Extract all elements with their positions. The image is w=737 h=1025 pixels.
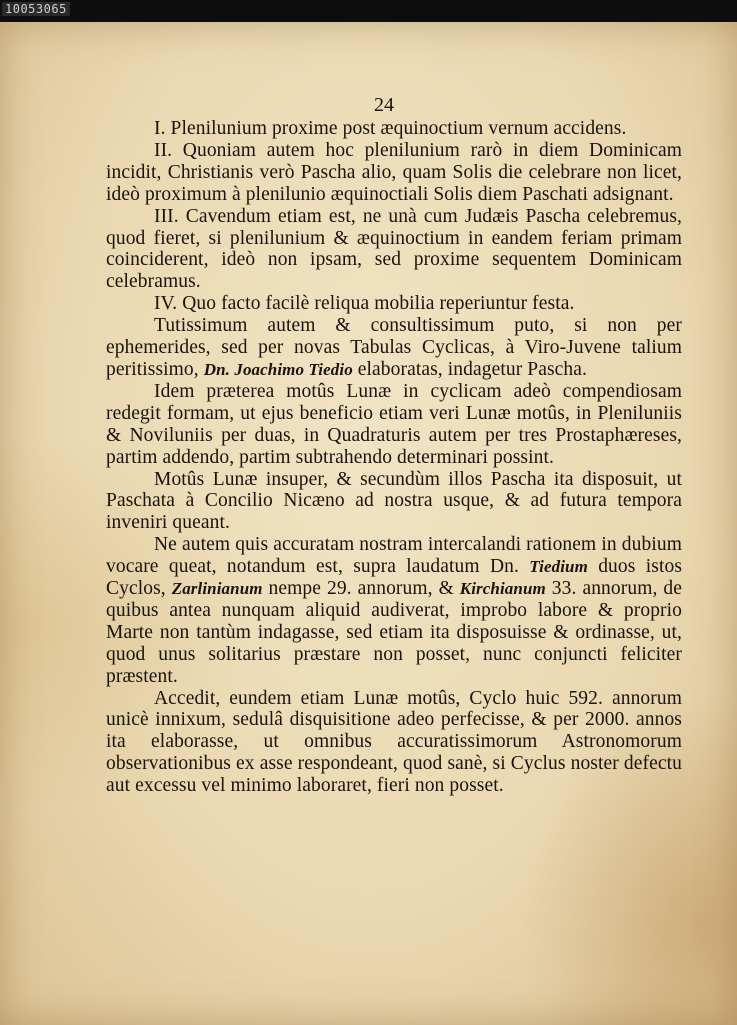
text-run: Tutissimum autem & consultissimum puto, si non per ephemerides, sed per novas Tabulas Cyclicas, à Viro-Juvene talium peritissimo, — [106, 315, 682, 380]
text-run: Motûs Lunæ insuper, & secundùm illos Pascha ita disposuit, ut Paschata à Concilio Nicæno ad nostra usque, & ad futura tempora inveniri queant. — [106, 468, 682, 534]
italic-name: Dn. Joachimo Tiedio — [203, 359, 353, 379]
image-id-label: 10053065 — [2, 2, 70, 16]
paragraph — [106, 293, 682, 315]
text-run: Accedit, eundem etiam Lunæ motûs, Cyclo huic 592. annorum unicè innixum, sedulâ disquisitione adeo perfecisse, & per 2000. annos ita elaborasse, ut omnibus accuratissimorum Astronomorum observationibus ex asse respondeant, quod sanè, si Cyclus noster defectu aut excessu vel minimo laboraret, fieri non posset. — [106, 687, 682, 797]
text-run: duos istos Cyclos, — [106, 556, 683, 600]
paragraph — [106, 140, 682, 206]
paragraph — [106, 534, 682, 687]
body-text — [106, 118, 682, 797]
page-number: 24 — [374, 94, 394, 116]
viewer-header — [0, 0, 737, 22]
text-run: nempe 29. annorum, & — [262, 578, 460, 600]
italic-name: Tiedium — [529, 557, 588, 577]
text-run: Ne autem quis accuratam nostram intercalandi rationem in dubium vocare queat, notandum est, supra laudatum Dn. — [106, 534, 682, 578]
paragraph — [106, 688, 682, 798]
text-run: 33. annorum, de quibus antea nunquam aliquid audiverat, improbo labore & proprio Marte non tantùm indagasse, sed etiam ita disposuisse & ordinasse, ut, quod unus solitarius præstare non posset, nunc conjuncti feliciter præstent. — [106, 578, 682, 687]
paragraph — [106, 206, 682, 294]
paragraph — [106, 315, 682, 381]
text-run: elaboratas, indagetur Pascha. — [352, 358, 587, 380]
paragraph — [106, 381, 682, 469]
text-run: IV. Quo facto facilè reliqua mobilia reperiuntur festa. — [154, 293, 575, 315]
paragraph — [106, 118, 682, 140]
italic-name: Kirchianum — [459, 579, 546, 599]
italic-name: Zarlinianum — [171, 579, 263, 599]
text-run: II. Quoniam autem hoc plenilunium rarò in diem Dominicam incidit, Christianis verò Pascha alio, quam Solis die celebrare non licet, ideò proximum à plenilunio æquinoctiali Solis diem Paschati adsignant. — [106, 139, 682, 205]
paragraph — [106, 469, 682, 535]
text-run: Idem præterea motûs Lunæ in cyclicam adeò compendiosam redegit formam, ut ejus beneficio etiam veri Lunæ motûs, in Pleniluniis & Noviluniis per duas, in Quadraturis autem per tres Prostaphæreses, partim addendo, partim subtrahendo determinari possint. — [106, 380, 682, 468]
book-page — [0, 22, 737, 1025]
text-run: I. Plenilunium proxime post æquinoctium vernum accidens. — [154, 118, 627, 139]
text-run: III. Cavendum etiam est, ne unà cum Judæis Pascha celebremus, quod fieret, si plenilunium & æquinoctium in eandem feriam primam coinciderent, ideò non ipsam, sed proxime sequentem Dominicam celebramus. — [106, 205, 682, 293]
